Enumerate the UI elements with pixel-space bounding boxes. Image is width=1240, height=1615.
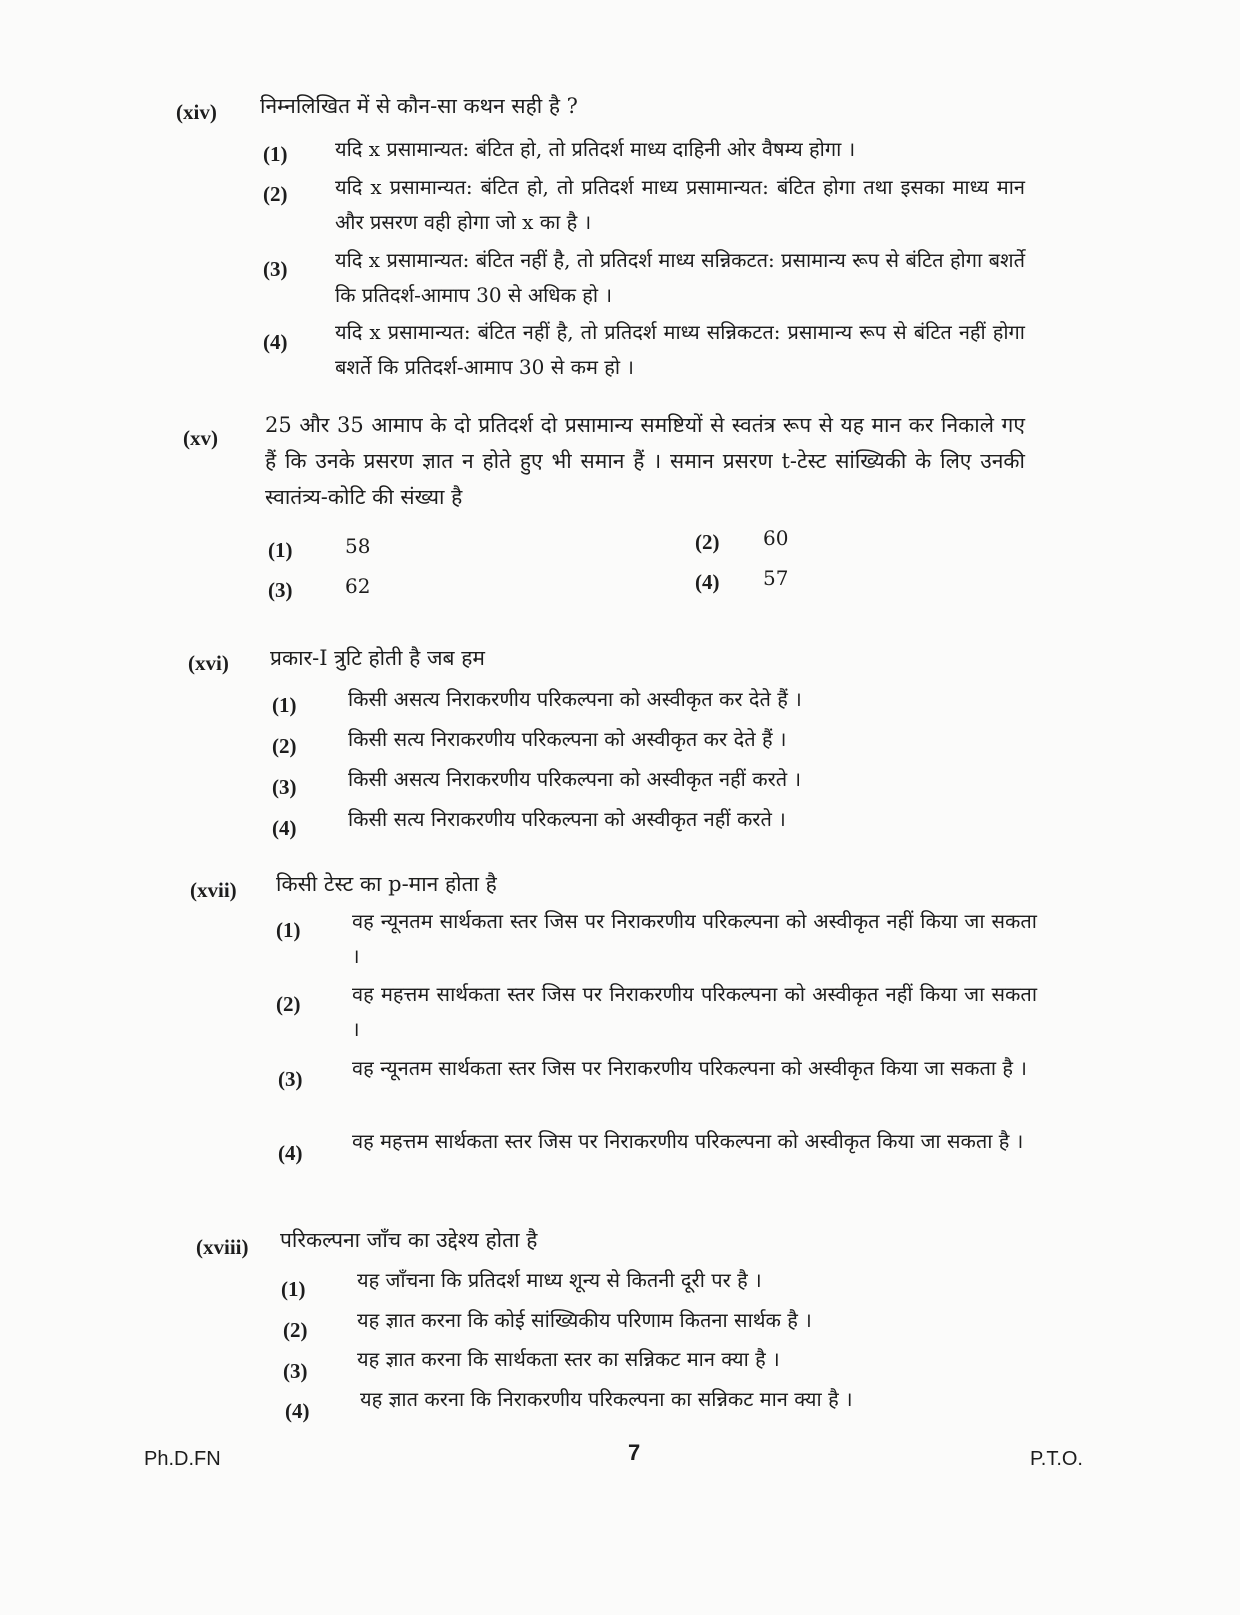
page-number: 7 [628, 1440, 641, 1465]
question-text: 25 और 35 आमाप के दो प्रतिदर्श दो प्रसामान्य समष्टियों से स्वतंत्र रूप से यह मान कर निकाले गए हैं कि उनके प्रसरण ज्ञात न होते हुए भी समान हैं । समान प्रसरण t-टेस्ट सांख्यिकी के लिए उनकी स्वातंत्र्य-कोटि की संख्या है [265, 413, 1025, 509]
pto-label: P.T.O. [1030, 1448, 1083, 1470]
option-number: (1) [272, 693, 297, 717]
question-number: (xvi) [188, 651, 229, 675]
question-number: (xvii) [190, 878, 237, 902]
option-text: यह जाँचना कि प्रतिदर्श माध्य शून्य से कितनी दूरी पर है । [357, 1268, 762, 1292]
question-text: किसी टेस्ट का p-मान होता है [276, 872, 497, 896]
option-text: वह महत्तम सार्थकता स्तर जिस पर निराकरणीय परिकल्पना को अस्वीकृत किया जा सकता है । [352, 1129, 1024, 1153]
option-number: (3) [268, 578, 293, 602]
option-text: यह ज्ञात करना कि सार्थकता स्तर का सन्निकट मान क्या है । [357, 1347, 780, 1371]
option-text: 60 [763, 526, 789, 550]
option-number: (2) [272, 734, 297, 758]
option-number: (1) [276, 918, 301, 942]
option-number: (4) [278, 1141, 303, 1165]
option-number: (2) [276, 992, 301, 1016]
option-text: 62 [345, 574, 371, 598]
option-text: 57 [763, 566, 789, 590]
option-text: यदि x प्रसामान्यत: बंटित हो, तो प्रतिदर्श माध्य दाहिनी ओर वैषम्य होगा । [335, 137, 856, 161]
option-text: किसी असत्य निराकरणीय परिकल्पना को अस्वीकृत कर देते हैं । [348, 687, 802, 711]
question-number: (xv) [183, 426, 218, 450]
question-text: निम्नलिखित में से कौन-सा कथन सही है ? [260, 94, 578, 118]
option-number: (4) [272, 816, 297, 840]
option-number: (4) [285, 1399, 310, 1423]
option-text: किसी असत्य निराकरणीय परिकल्पना को अस्वीकृत नहीं करते । [348, 767, 802, 791]
option-text: यदि x प्रसामान्यत: बंटित नहीं है, तो प्रतिदर्श माध्य सन्निकटत: प्रसामान्य रूप से बंटित होगा बशर्ते कि प्रतिदर्श-आमाप 30 से अधिक हो । [335, 248, 1025, 307]
option-number: (1) [281, 1277, 306, 1301]
option-text: यह ज्ञात करना कि निराकरणीय परिकल्पना का सन्निकट मान क्या है । [360, 1387, 853, 1411]
option-text: वह महत्तम सार्थकता स्तर जिस पर निराकरणीय परिकल्पना को अस्वीकृत नहीं किया जा सकता । [352, 982, 1037, 1041]
option-number: (4) [695, 570, 720, 594]
option-text: यदि x प्रसामान्यत: बंटित नहीं है, तो प्रतिदर्श माध्य सन्निकटत: प्रसामान्य रूप से बंटित नहीं होगा बशर्ते कि प्रतिदर्श-आमाप 30 से कम हो । [335, 320, 1025, 379]
option-text: किसी सत्य निराकरणीय परिकल्पना को अस्वीकृत कर देते हैं । [348, 727, 787, 751]
question-text: परिकल्पना जाँच का उद्देश्य होता है [280, 1228, 538, 1252]
option-number: (3) [283, 1359, 308, 1383]
option-text: वह न्यूनतम सार्थकता स्तर जिस पर निराकरणीय परिकल्पना को अस्वीकृत नहीं किया जा सकता । [352, 909, 1037, 968]
option-number: (2) [263, 182, 288, 206]
option-number: (3) [263, 257, 288, 281]
option-text: यह ज्ञात करना कि कोई सांख्यिकीय परिणाम कितना सार्थक है । [357, 1308, 812, 1332]
question-number: (xviii) [196, 1235, 249, 1259]
option-number: (3) [272, 775, 297, 799]
option-number: (2) [695, 530, 720, 554]
paper-code: Ph.D.FN [144, 1448, 221, 1470]
option-number: (1) [268, 538, 293, 562]
question-text: प्रकार-I त्रुटि होती है जब हम [270, 646, 485, 670]
option-number: (3) [278, 1067, 303, 1091]
option-text: वह न्यूनतम सार्थकता स्तर जिस पर निराकरणीय परिकल्पना को अस्वीकृत किया जा सकता है । [352, 1056, 1027, 1080]
question-number: (xiv) [176, 100, 217, 124]
option-number: (4) [263, 330, 288, 354]
option-number: (1) [263, 142, 288, 166]
option-number: (2) [283, 1318, 308, 1342]
option-text: किसी सत्य निराकरणीय परिकल्पना को अस्वीकृत नहीं करते । [348, 807, 786, 831]
option-text: यदि x प्रसामान्यत: बंटित हो, तो प्रतिदर्श माध्य प्रसामान्यत: बंटित होगा तथा इसका माध्य मान और प्रसरण वही होगा जो x का है । [335, 175, 1025, 234]
option-text: 58 [345, 534, 371, 558]
